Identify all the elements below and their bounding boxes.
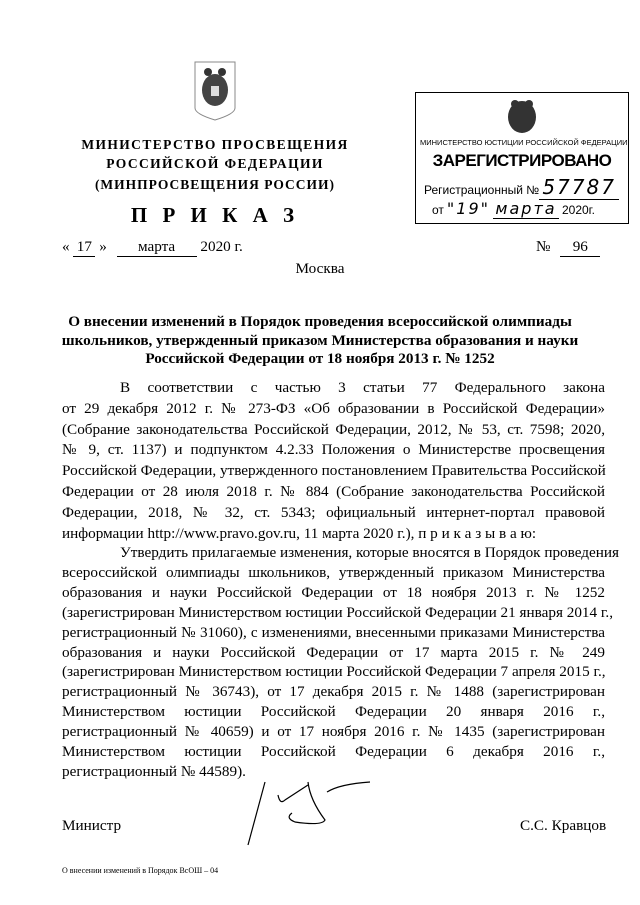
paragraph-line: Федерации от 28 июля 2018 г. № 884 (Собрание законодательства Российской bbox=[62, 483, 605, 500]
title-line: О внесении изменений в Порядок проведения всероссийской олимпиады bbox=[68, 313, 572, 330]
title-line: Российской Федерации от 18 ноября 2013 г. № 1252 bbox=[145, 350, 495, 367]
signatory-position: Министр bbox=[62, 817, 122, 834]
paragraph-line: информации http://www.pravo.gov.ru, 11 марта 2020 г.), п р и к а з ы в а ю: bbox=[62, 524, 537, 542]
paragraph-line: регистрационный № 44589). bbox=[62, 762, 246, 780]
quote-open: « bbox=[62, 238, 70, 255]
paragraph-line: регистрационный № 36743), от 17 декабря 2015 г. № 1488 (зарегистрирован bbox=[62, 683, 605, 701]
paragraph-line: Утвердить прилагаемые изменения, которые вносятся в Порядок проведения bbox=[120, 544, 619, 561]
order-number bbox=[536, 238, 600, 257]
ministry-name-line2: РОССИЙСКОЙ ФЕДЕРАЦИИ bbox=[106, 156, 324, 171]
paragraph-line: № 9, ст. 1137) и подпунктом 4.2.33 Положения о Министерстве просвещения bbox=[62, 441, 605, 459]
paragraph-line: (зарегистрирован Министерством юстиции Российской Федерации 21 января 2014 г., bbox=[62, 603, 614, 621]
document-type: П Р И К А З bbox=[130, 203, 300, 227]
paragraph-line: Министерством юстиции Российской Федерации 6 декабря 2016 г., bbox=[62, 743, 605, 760]
number-value: 96 bbox=[560, 238, 600, 257]
paragraph-line: регистрационный № 31060), с изменениями, внесенными приказами Министерства bbox=[62, 623, 605, 641]
stamp-date-day: "19" bbox=[446, 199, 490, 218]
order-date bbox=[62, 238, 243, 257]
number-label: № bbox=[536, 238, 551, 255]
paragraph-line: регистрационный № 40659) и от 17 ноября 2016 г. № 1435 (зарегистрирован bbox=[62, 723, 605, 741]
paragraph-line: всероссийской олимпиады школьников, утвержденный приказом Министерства bbox=[62, 563, 605, 581]
order-month: марта bbox=[117, 238, 197, 257]
stamp-date-month: марта bbox=[493, 199, 559, 219]
paragraph-line: Федерации, 2018, № 32, ст. 5343; официальный интернет-портал правовой bbox=[62, 503, 605, 521]
order-day: 17 bbox=[73, 238, 95, 257]
coat-of-arms-emblem bbox=[193, 60, 237, 122]
stamp-status: ЗАРЕГИСТРИРОВАНО bbox=[432, 151, 612, 170]
stamp-date-prefix: от bbox=[432, 203, 444, 217]
stamp-emblem-icon bbox=[502, 97, 542, 135]
city: Москва bbox=[295, 260, 345, 277]
title-line: школьников, утвержденный приказом Министерства образования и науки bbox=[61, 332, 579, 349]
paragraph-line: (зарегистрирован Министерством юстиции Российской Федерации 7 апреля 2015 г., bbox=[62, 663, 606, 681]
footer-note: О внесении изменений в Порядок ВсОШ – 04 bbox=[62, 866, 219, 875]
stamp-reg-number-row bbox=[424, 175, 619, 200]
signatory-name: С.С. Кравцов bbox=[520, 817, 607, 834]
paragraph-line: образования и науки Российской Федерации от 17 марта 2015 г. № 249 bbox=[62, 643, 605, 661]
stamp-date-year: 2020г. bbox=[561, 203, 595, 217]
quote-close: » bbox=[99, 238, 107, 255]
handwritten-signature bbox=[230, 780, 380, 850]
paragraph-line: образования и науки Российской Федерации от 18 ноября 2013 г. № 1252 bbox=[62, 583, 605, 601]
paragraph-line: (Собрание законодательства Российской Федерации, 2012, № 53, ст. 7598; 2020, bbox=[62, 420, 605, 438]
paragraph-line: В соответствии с частью 3 статьи 77 Федерального закона bbox=[120, 379, 605, 396]
stamp-date-row bbox=[432, 199, 595, 219]
stamp-org: МИНИСТЕРСТВО ЮСТИЦИИ РОССИЙСКОЙ ФЕДЕРАЦИИ bbox=[420, 138, 628, 147]
ministry-name-line1: МИНИСТЕРСТВО ПРОСВЕЩЕНИЯ bbox=[81, 137, 349, 152]
registration-stamp bbox=[415, 92, 629, 224]
order-year: 2020 г. bbox=[200, 238, 243, 255]
stamp-reg-number: 57787 bbox=[539, 175, 619, 200]
ministry-short-name: (МИНПРОСВЕЩЕНИЯ РОССИИ) bbox=[94, 177, 336, 192]
paragraph-line: от 29 декабря 2012 г. № 273-ФЗ «Об образовании в Российской Федерации» bbox=[62, 399, 605, 417]
paragraph-line: Министерством юстиции Российской Федерации 20 января 2016 г., bbox=[62, 703, 605, 721]
paragraph-line: Российской Федерации, утвержденного постановлением Правительства Российской bbox=[62, 462, 606, 480]
stamp-reg-label: Регистрационный № bbox=[424, 183, 540, 197]
